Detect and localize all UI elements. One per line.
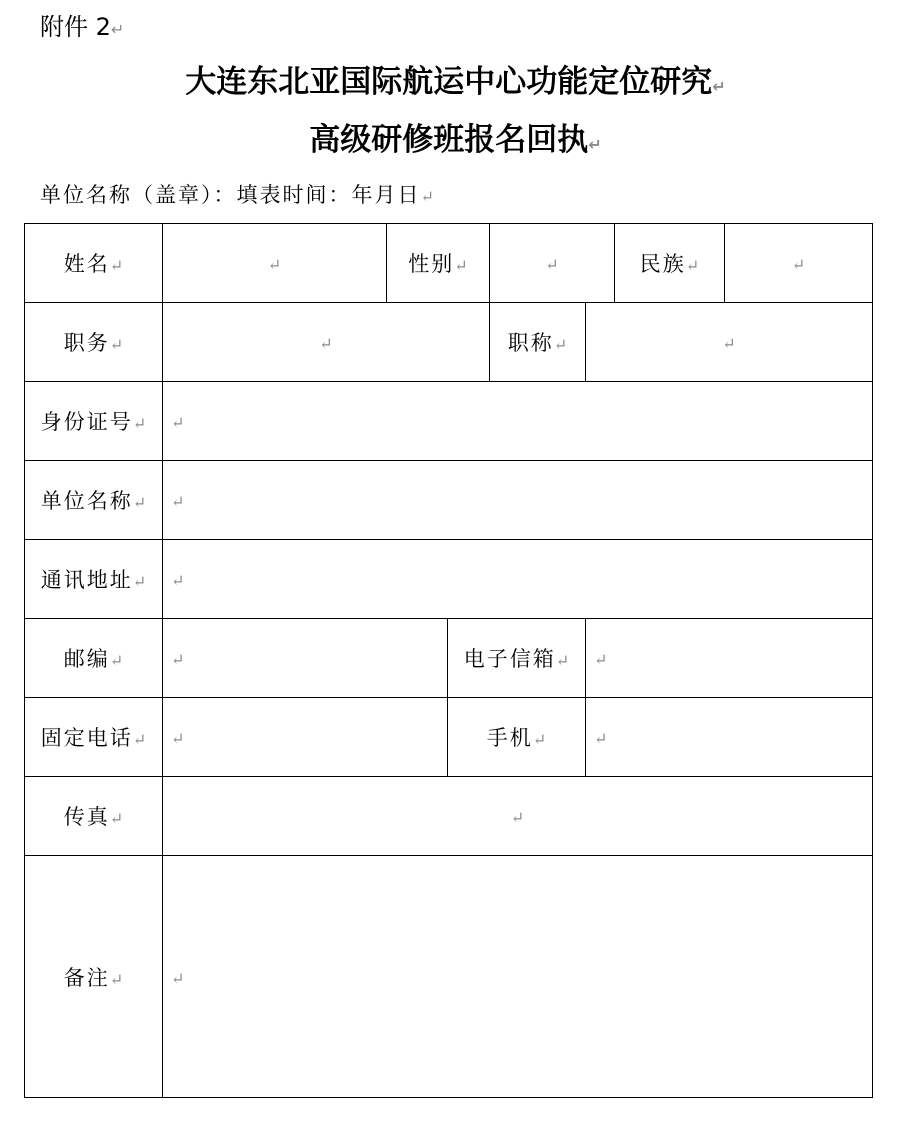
email-label: 电子信箱↵ bbox=[448, 619, 586, 698]
paragraph-mark-icon: ↵ bbox=[109, 969, 124, 989]
registration-form-table bbox=[24, 223, 873, 1098]
paragraph-mark-icon: ↵ bbox=[132, 572, 147, 591]
id-number-field[interactable] bbox=[163, 382, 873, 461]
form-row-address bbox=[25, 540, 873, 619]
paragraph-mark-icon: ↵ bbox=[319, 334, 333, 353]
paragraph-mark-icon: ↵ bbox=[171, 650, 185, 669]
paragraph-mark-icon: ↵ bbox=[545, 255, 559, 274]
paragraph-mark-icon: ↵ bbox=[132, 493, 147, 512]
paragraph-mark-icon: ↵ bbox=[171, 492, 185, 511]
phone-label: 固定电话↵ bbox=[25, 698, 163, 777]
phone-field[interactable] bbox=[163, 698, 448, 777]
gender-field[interactable] bbox=[490, 224, 615, 303]
remarks-field[interactable] bbox=[163, 856, 873, 1098]
ethnicity-field[interactable] bbox=[725, 224, 873, 303]
paragraph-mark-icon: ↵ bbox=[171, 413, 185, 432]
paragraph-mark-icon: ↵ bbox=[420, 187, 434, 206]
address-field[interactable] bbox=[163, 540, 873, 619]
mobile-field[interactable] bbox=[586, 698, 873, 777]
postcode-label: 邮编↵ bbox=[25, 619, 163, 698]
position-label: 职务↵ bbox=[25, 303, 163, 382]
fax-field[interactable] bbox=[163, 777, 873, 856]
paragraph-mark-icon: ↵ bbox=[171, 968, 185, 988]
name-label: 姓名↵ bbox=[25, 224, 163, 303]
mobile-label: 手机↵ bbox=[448, 698, 586, 777]
paragraph-mark-icon: ↵ bbox=[132, 414, 147, 433]
id-number-label: 身份证号↵ bbox=[25, 382, 163, 461]
email-field[interactable] bbox=[586, 619, 873, 698]
form-row-organization bbox=[25, 461, 873, 540]
paragraph-mark-icon: ↵ bbox=[510, 808, 525, 827]
paragraph-mark-icon: ↵ bbox=[267, 255, 282, 274]
paragraph-mark-icon: ↵ bbox=[132, 730, 147, 749]
paragraph-mark-icon: ↵ bbox=[532, 730, 547, 749]
organization-label: 单位名称↵ bbox=[25, 461, 163, 540]
paragraph-mark-icon: ↵ bbox=[722, 334, 736, 353]
paragraph-mark-icon: ↵ bbox=[712, 77, 726, 96]
form-row-position bbox=[25, 303, 873, 382]
form-row-phone-mobile bbox=[25, 698, 873, 777]
paragraph-mark-icon: ↵ bbox=[594, 650, 608, 669]
attachment-label: 附件 2↵ bbox=[40, 13, 125, 41]
form-row-basic-info bbox=[25, 224, 873, 303]
paragraph-mark-icon: ↵ bbox=[171, 729, 185, 748]
form-row-remarks bbox=[25, 856, 873, 1098]
paragraph-mark-icon: ↵ bbox=[685, 256, 700, 275]
postcode-field[interactable] bbox=[163, 619, 448, 698]
paragraph-mark-icon: ↵ bbox=[553, 335, 568, 354]
title-label: 职称↵ bbox=[490, 303, 586, 382]
position-field[interactable] bbox=[163, 303, 490, 382]
address-label: 通讯地址↵ bbox=[25, 540, 163, 619]
ethnicity-label: 民族↵ bbox=[615, 224, 725, 303]
paragraph-mark-icon: ↵ bbox=[588, 135, 602, 154]
paragraph-mark-icon: ↵ bbox=[454, 256, 468, 275]
form-row-id bbox=[25, 382, 873, 461]
gender-label: 性别↵ bbox=[387, 224, 490, 303]
document-title-line1: 大连东北亚国际航运中心功能定位研究↵ bbox=[185, 64, 726, 100]
paragraph-mark-icon: ↵ bbox=[109, 651, 124, 670]
remarks-label: 备注↵ bbox=[25, 856, 163, 1098]
form-row-fax bbox=[25, 777, 873, 856]
document-title-line2: 高级研修班报名回执↵ bbox=[309, 122, 602, 158]
name-field[interactable] bbox=[163, 224, 387, 303]
unit-and-date-line: 单位名称（盖章）：填表时间：年月日↵ bbox=[40, 183, 434, 207]
paragraph-mark-icon: ↵ bbox=[555, 651, 570, 670]
paragraph-mark-icon: ↵ bbox=[109, 256, 124, 275]
paragraph-mark-icon: ↵ bbox=[171, 571, 185, 590]
title-field[interactable] bbox=[586, 303, 873, 382]
paragraph-mark-icon: ↵ bbox=[791, 255, 806, 274]
paragraph-mark-icon: ↵ bbox=[109, 335, 124, 354]
fax-label: 传真↵ bbox=[25, 777, 163, 856]
paragraph-mark-icon: ↵ bbox=[110, 20, 125, 39]
organization-field[interactable] bbox=[163, 461, 873, 540]
paragraph-mark-icon: ↵ bbox=[109, 809, 124, 828]
paragraph-mark-icon: ↵ bbox=[594, 729, 608, 748]
form-row-postcode-email bbox=[25, 619, 873, 698]
